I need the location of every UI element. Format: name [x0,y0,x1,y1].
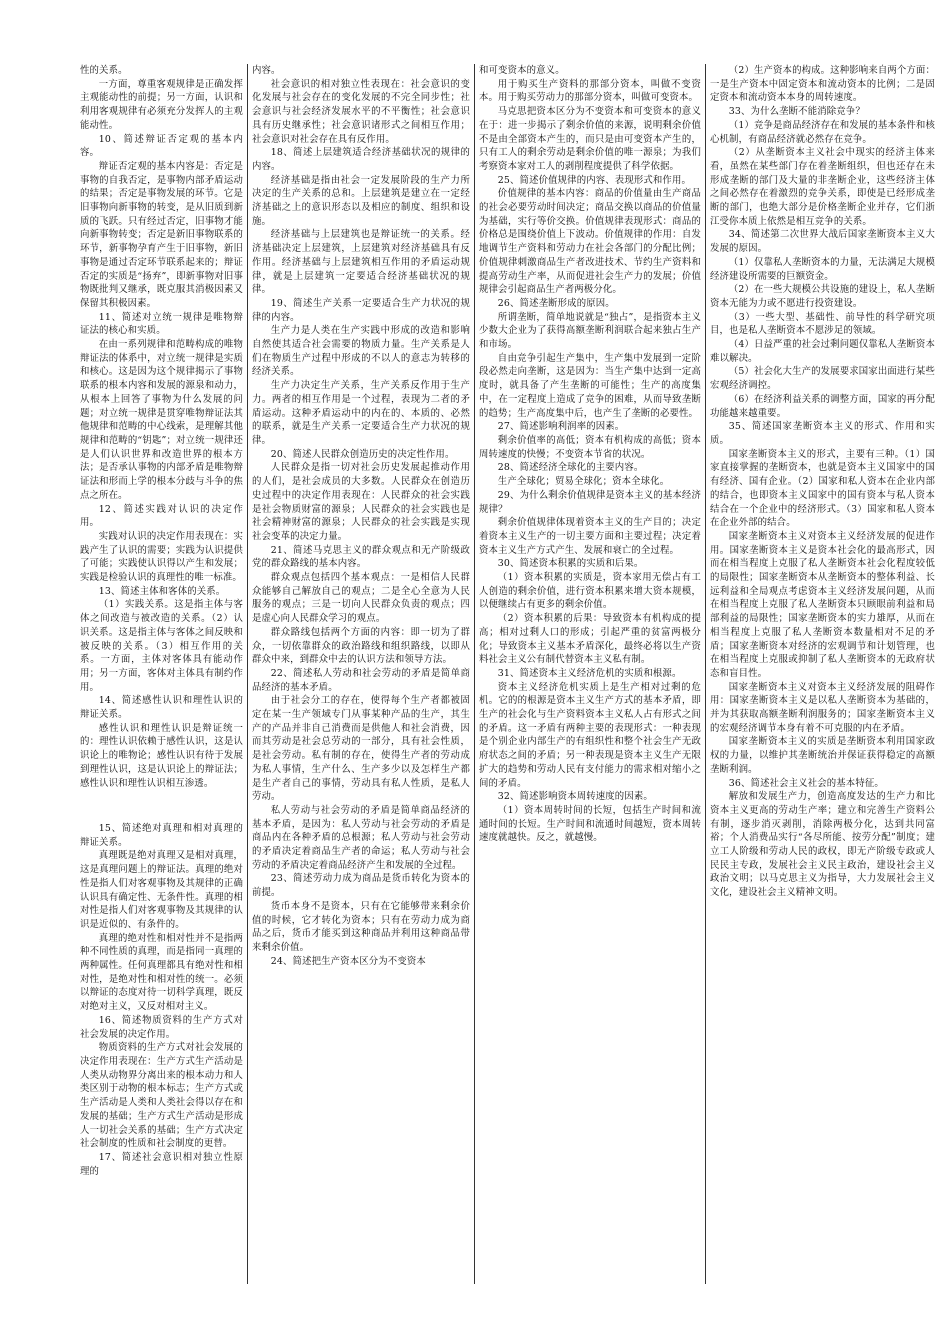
answer-paragraph: （4）日益严重的社会过剩问题仅靠私人垄断资本难以解决。 [710,339,935,364]
answer-paragraph: 真理的绝对性和相对性并不是指两种不同性质的真理，而是指同一真理的两种属性。任何真理都具有绝对性和相对性，是绝对性和相对性的统一。必须以辩证的态度对待一切科学真理，既反对绝对主义，又反对相对主义。 [80,932,243,1013]
answer-paragraph: 国家垄断资本主义对资本主义经济发展的促进作用。国家垄断资本主义是资本社会化的最高形式，因而在相当程度上克服了私人垄断资本社会化程度较低的局限性；国家垄断资本从垄断资本的整体利益、长远利益和全局观点考虑资本主义经济发展问题，从而在相当程度上克服了私人垄断资本只顾眼前利益和局部利益的局限性；国家垄断资本的实力雄厚，从而在相当程度上克服了私人垄断资本数量相对不足的矛盾；国家垄断资本对经济的宏观调节和计划管理，也在相当程度上克服或抑制了私人垄断资本的无政府状态和盲目性。 [710,530,935,679]
answer-paragraph: 剩余价值规律体现着资本主义的生产目的；决定着资本主义生产的一切主要方面和主要过程；决定着资本主义生产方式产生、发展和衰亡的全过程。 [479,517,701,556]
answer-paragraph: （2）从垄断资本主义社会中现实的经济主体来看，虽然在某些部门存在着垄断组织，但也还存在未形成垄断的部门及大量的非垄断企业，这些经济主体之间必然存在着激烈的竞争关系，即使是已经形成垄断的部门，也绝大部分是价格垄断企业并存，它们浙江受你本质上依然是相互竞争的关系。 [710,147,935,227]
answer-paragraph: 生产全球化；贸易全球化；资本全球化。 [497,476,670,488]
question-heading: 15、简述绝对真理和相对真理的辩证关系。 [80,823,243,848]
column-divider [474,64,475,1284]
answer-paragraph: 实践对认识的决定作用表现在：实践产生了认识的需要；实践为认识提供了可能；实践使认识得以产生和发展；实践是检验认识的真理性的唯一标准。 [80,530,243,584]
answer-paragraph: 生产力是人类在生产实践中形成的改造和影响自然使其适合社会需要的物质力量。生产关系是人们在物质生产过程中形成的不以人的意志为转移的经济关系。 [252,325,470,378]
answer-paragraph: 群众观点包括四个基本观点：一是相信人民群众能够自己解放自己的观点；二是全心全意为人民服务的观点；三是一切向人民群众负责的观点；四是虚心向人民群众学习的观点。 [252,572,470,625]
answer-paragraph: 社会意识的相对独立性表现在：社会意识的变化发展与社会存在的变化发展的不完全同步性；社会意识与社会经济发展水平的不平衡性；社会意识具有历史继承性；社会意识诸形式之间相互作用；社会意识对社会存在具有反作用。 [252,78,470,145]
answer-paragraph: 生产力决定生产关系，生产关系反作用于生产力。两者的相互作用是一个过程，表现为二者的矛盾运动。这种矛盾运动中的内在的、本质的、必然的联系，就是生产关系一定要适合生产力状况的规律。 [252,380,470,446]
question-heading: 13、简述主体和客体的关系。 [98,585,226,597]
column-divider [705,64,706,1284]
answer-paragraph: 感性认识和理性认识是辩证统一的：理性认识依赖于感性认识，这是认识论上的唯物论；感性认识有待于发展到理性认识，这是认识论上的辩证法；感性认识和理性认识相互渗透。 [80,722,243,789]
question-heading: 18、简述上层建筑适合经济基础状况的规律的内容。 [252,147,470,172]
question-heading: 32、简述影响资本周转速度的因素。 [497,791,653,803]
answer-paragraph: （1）实践关系。这是指主体与客体之间改造与被改造的关系。（2）认识关系。这是指主体与客体之间反映和被反映的关系。（3）相互作用的关系。一方面，主体对客体具有能动作用；另一方面，客体对主体具有制约作用。 [80,599,243,693]
answer-paragraph: （3）一些大型、基础性、前导性的科学研究项目，也是私人垄断资本不愿涉足的领域。 [710,311,935,337]
text-column-3 [479,64,701,1284]
answer-paragraph: 物质资料的生产方式对社会发展的决定作用表现在：生产方式生产活动是人类从动物界分离出来的根本动力和人类区别于动物的根本标志；生产方式或生产活动是人类和人类社会得以存在和发展的基础；生产方式生产活动是形成人一切社会关系的基础；生产方式决定社会制度的性质和社会制度的更替。 [80,1042,243,1150]
answer-paragraph: 一方面，尊重客观规律是正确发挥主观能动性的前提；另一方面，认识和利用客观规律有必须充分发挥人的主观能动性。 [80,78,243,131]
answer-paragraph: 私人劳动与社会劳动的矛盾是简单商品经济的基本矛盾，是因为：私人劳动与社会劳动的矛盾是商品内在各种矛盾的总根源；私人劳动与社会劳动的矛盾决定着商品生产者的命运；私人劳动与社会劳动的矛盾决定着商品经济产生和发展的全过程。 [252,804,470,871]
answer-paragraph: 由于社会分工的存在，使得每个生产者都被固定在某一生产领域专门从事某种产品的生产，其生产的产品并非自己消费而是供他人和社会消费，因而其劳动是社会总劳动的一部分，具有社会性质，是社会劳动。私有制的存在，使得生产者的劳动成为私人事情，生产什么、生产多少以及怎样生产都是生产者自己的事情，劳动具有私人性质，是私人劳动。 [252,695,470,803]
answer-paragraph: （2）在一些大规模公共设施的建设上，私人垄断资本无能为力或不愿进行投资建设。 [710,284,935,309]
text-column-2 [252,64,470,1284]
answer-paragraph: （2）资本积累的后果：导致资本有机构成的提高；相对过剩人口的形成；引起严重的贫富两极分化；导致资本主义基本矛盾深化，最终必将以生产资料社会主义公有制代替资本主义私有制。 [479,613,701,666]
answer-paragraph: （2）生产资本的构成。这种影响来自两个方面：一是生产资本中固定资本和流动资本的比例；二是固定资本和流动资本本身的周转速度。 [710,65,935,104]
column-divider [247,64,248,1284]
question-heading: 29、为什么剩余价值规律是资本主义的基本经济规律？ [479,489,701,515]
answer-paragraph: 解放和发展生产力，创造高度发达的生产力和比资本主义更高的劳动生产率；建立和完善生产资料公有制，逐步消灭剥削，消除两极分化，达到共同富裕；个人消费品实行“各尽所能、按劳分配”制度；建立工人阶级和劳动人民的政权，即无产阶级专政或人民民主专政，发展社会主义民主政治，建设社会主义政治文明；以马克思主义为指导，大力发展社会主义文化，建设社会主义精神文明。 [710,791,935,899]
answer-paragraph: 自由竞争引起生产集中，生产集中发展到一定阶段必然走向垄断，这是因为：当生产集中达到一定高度时，就具备了产生垄断的可能性；生产的高度集中，在一定程度上造成了竞争的困难，从而导致垄断的趋势；生产高度集中后，也产生了垄断的必要性。 [479,352,701,419]
answer-paragraph: 真理既是绝对真理又是相对真理，这是真理问题上的辩证法。真理的绝对性是指人们对客观事物及其规律的正确认识具有确定性、无条件性。真理的相对性是指人们对客观事物及其规律的认识是近似的、有条件的。 [80,850,243,930]
question-heading: 27、简述影响利润率的因素。 [497,421,625,433]
answer-paragraph: 用于购买生产资料的那部分资本，叫做不变资本。用于购买劳动力的那部分资本，叫做可变资本。 [479,78,701,104]
answer-paragraph: 国家垄断资本主义的实质是垄断资本利用国家政权的力量，以维护其垄断统治并保证获得稳定的高额垄断利润。 [710,736,935,775]
question-heading: 17、简述社会意识相对独立性原理的 [80,1151,243,1177]
question-heading: 23、简述劳动力成为商品是货币转化为资本的前提。 [252,873,470,899]
question-heading: 25、简述价值规律的内容、表现形式和作用。 [497,174,692,186]
answer-paragraph: 马克思把资本区分为不变资本和可变资本的意义在于：进一步揭示了剩余价值的来源，说明剩余价值不是由全部资本产生的，而只是由可变资本产生的，只有工人的剩余劳动是剩余价值的唯一源泉；为我们考察资本家对工人的剥削程度提供了科学依据。 [479,106,701,172]
text-column-1 [80,64,243,1284]
answer-paragraph: （1）资本积累的实质是，资本家用无偿占有工人创造的剩余价值，进行资本积累来增大资本规模，以便继续占有更多的剩余价值。 [479,572,701,611]
question-heading: 31、简述资本主义经济危机的实质和根源。 [497,667,682,679]
question-heading: 24、简述把生产资本区分为不变资本 [270,955,426,967]
answer-paragraph: 货币本身不是资本，只有在它能够带来剩余价值的时候，它才转化为资本；只有在劳动力成为商品之后，货币才能买到这种商品并利用这种商品带来剩余价值。 [252,900,470,953]
question-heading: 26、简述垄断形成的原因。 [497,297,615,309]
question-heading: 22、简述私人劳动和社会劳动的矛盾是简单商品经济的基本矛盾。 [252,667,470,693]
answer-paragraph: 所谓垄断，简单地说就是“独占”，是指资本主义少数大企业为了获得高额垄断利润联合起来独占生产和市场。 [479,311,701,351]
answer-paragraph: 性的关系。 [80,65,128,76]
answer-paragraph: 经济基础是指由社会一定发展阶段的生产力所决定的生产关系的总和。上层建筑是建立在一定经济基础之上的意识形态以及相应的制度、组织和设施。 [252,174,470,227]
answer-paragraph: 国家垄断资本主义对资本主义经济发展的阻碍作用：国家垄断资本主义是以私人垄断资本为基础的，并为其获取高额垄断利润服务的；国家垄断资本主义的宏观经济调节本身有着不可克服的内在矛盾。 [710,681,935,734]
question-heading: 35、简述国家垄断资本主义的形式、作用和实质。 [710,421,935,446]
question-heading: 30、简述资本积累的实质和后果。 [497,558,644,570]
question-heading: 14、简述感性认识和理性认识的辩证关系。 [80,695,243,721]
question-heading: 10、简述辩证否定观的基本内容。 [80,133,243,159]
question-heading: 36、简述社会主义社会的基本特征。 [728,777,884,789]
answer-paragraph: 资本主义经济危机实质上是生产相对过剩的危机。它的的根源是资本主义生产方式的基本矛盾，即生产的社会化与生产资料资本主义私人占有形式之间的矛盾。这一矛盾有两种主要的表现形式：一种表现是个别企业内部生产的有组织性和整个社会生产无政府状态之间的矛盾；另一种表现是资本主义生产无限扩大的趋势和劳动人民有支付能力的需求相对缩小之间的矛盾。 [479,681,701,789]
question-heading: 34、简述第二次世界大战后国家垄断资本主义大发展的原因。 [710,229,935,255]
answer-paragraph: （6）在经济利益关系的调整方面，国家的再分配功能越来越重要。 [710,393,935,419]
question-heading: 28、简述经济全球化的主要内容。 [497,462,644,474]
answer-paragraph: 群众路线包括两个方面的内容：即一切为了群众，一切依靠群众的政治路线和组织路线，以即从群众中来，到群众中去的认识方法和领导方法。 [252,626,470,666]
answer-paragraph: 国家垄断资本主义的形式，主要有三种。（1）国家直接掌握的垄断资本，也就是资本主义国家中的国有经济、国有企业。（2）国家和私人资本在企业内部的结合，也即资本主义国家中的国有资本与私人资本结合在一个企业中的经济形式。（3）国家和私人资本在企业外部的结合。 [710,448,935,529]
answer-paragraph: （5）社会化大生产的发展要求国家出面进行某些宏观经济调控。 [710,366,935,392]
question-heading: 16、简述物质资料的生产方式对社会发展的决定作用。 [80,1014,243,1040]
question-heading: 12、简述实践对认识的决定作用。 [80,503,243,529]
paragraph-spacer [80,800,243,813]
question-heading: 11、简述对立统一规律是唯物辩证法的核心和实质。 [80,311,243,337]
answer-paragraph: （1）竞争是商品经济存在和发展的基本条件和核心机制，有商品经济就必然存在竞争。 [710,119,935,145]
answer-paragraph: 和可变资本的意义。 [479,65,565,76]
answer-paragraph: 经济基础与上层建筑也是辩证统一的关系。经济基础决定上层建筑，上层建筑对经济基础具有反作用。经济基础与上层建筑相互作用的矛盾运动规律，就是上层建筑一定要适合经济基础状况的规律。 [252,229,470,296]
answer-paragraph: 价值规律的基本内容：商品的价值量由生产商品的社会必要劳动时间决定；商品交换以商品的价值量为基础，实行等价交换。价值规律表现形式：商品的价格总是围绕价值上下波动。价值规律的作用：自发地调节生产资料和劳动力在社会各部门的分配比例；价值规律刺激商品生产者改进技术、节约生产资料和提高劳动生产率，从而促进社会生产力的发展；价值规律会引起商品生产者两极分化。 [479,188,701,296]
question-heading: 19、简述生产关系一定要适合生产力状况的规律的内容。 [252,297,470,323]
text-column-4 [710,64,935,1284]
answer-paragraph: 内容。 [252,65,281,76]
answer-paragraph: 辩证否定观的基本内容是：否定是事物的自我否定，是事物内部矛盾运动的结果；否定是事物发展的环节。它是旧事物向新事物的转变，是从旧质到新质的飞跃。只有经过否定，旧事物才能向新事物转变；否定是新旧事物联系的环节，新事物孕育产生于旧事物，新旧事物是通过否定环节联系起来的；辩证否定的实质是“扬弃”，即新事物对旧事物既批判又继承，既克服其消极因素又保留其积极因素。 [80,160,243,309]
question-heading: 33、为什么垄断不能消除竞争？ [728,106,865,118]
answer-paragraph: 人民群众是指一切对社会历史发展起推动作用的人们，是社会成员的大多数。人民群众在创造历史过程中的决定作用表现在：人民群众的社会实践是社会物质财富的源泉；人民群众的社会实践也是社会精神财富的源泉；人民群众的社会实践是实现社会变革的决定力量。 [252,462,470,542]
answer-paragraph: （1）仅靠私人垄断资本的力量，无法满足大规模经济建设所需要的巨额资金。 [710,256,935,282]
question-heading: 20、简述人民群众创造历史的决定性作用。 [270,448,455,460]
question-heading: 21、简述马克思主义的群众观点和无产阶级政党的群众路线的基本内容。 [252,544,470,570]
answer-paragraph: 在由一系列规律和范畴构成的唯物辩证法的体系中，对立统一规律是实质和核心。这是因为这个规律揭示了事物联系的根本内容和发展的源泉和动力，从根本上回答了事物为什么发展的问题；对立统一规律是贯穿唯物辩证法其他规律和范畴的中心线索，是理解其他规律和范畴的“钥匙”；对立统一规律还是人们认识世界和改造世界的根本方法；是否承认事物的内部矛盾是唯物辩证法和形而上学的根本分歧与斗争的焦点之所在。 [80,339,243,501]
answer-paragraph: 剩余价值率的高低；资本有机构成的高低；资本周转速度的快慢；不变资本节省的状况。 [479,434,701,460]
answer-paragraph: （1）资本周转时间的长短，包括生产时间和流通时间的长短。生产时间和流通时间越短，资本周转速度就越快。反之，就越慢。 [479,804,701,844]
